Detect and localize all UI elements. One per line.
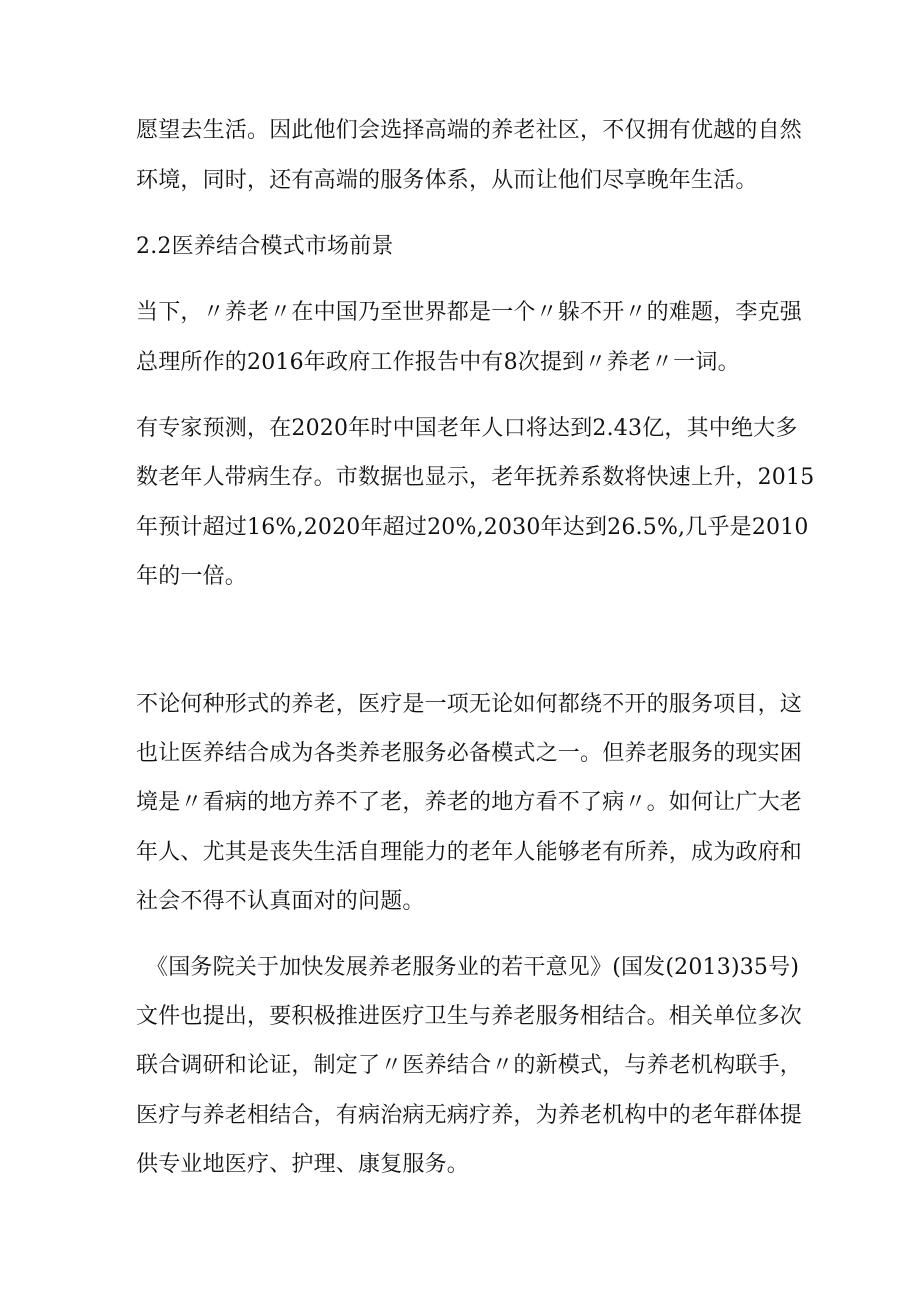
paragraph-3-line-3: 年预计超过16%,2020年超过20%,2030年达到26.5%,几乎是2010 [136, 515, 809, 540]
section-heading: 2.2医养结合模式市场前景 [136, 234, 394, 259]
paragraph-5-line-5: 供专业地医疗、护理、康复服务。 [136, 1152, 470, 1177]
paragraph-1-line-2: 环境，同时，还有高端的服务体系，从而让他们尽享晚年生活。 [136, 168, 758, 193]
paragraph-1-line-1: 愿望去生活。因此他们会选择高端的养老社区，不仅拥有优越的自然 [136, 118, 803, 143]
paragraph-3-line-1: 有专家预测，在2020年时中国老年人口将达到2.43亿，其中绝大多 [136, 416, 798, 441]
paragraph-4-line-4: 年人、尤其是丧失生活自理能力的老年人能够老有所养，成为政府和 [136, 840, 803, 865]
paragraph-5-line-3: 联合调研和论证，制定了〃医养结合〃的新模式，与养老机构联手， [136, 1053, 803, 1078]
paragraph-3-line-4: 年的一倍。 [136, 564, 248, 589]
paragraph-4-line-3: 境是〃看病的地方养不了老，养老的地方看不了病〃。如何让广大老 [136, 790, 803, 815]
paragraph-4-line-1: 不论何种形式的养老，医疗是一项无论如何都绕不开的服务项目，这 [136, 692, 803, 717]
paragraph-2-line-1: 当下，〃养老〃在中国乃至世界都是一个〃躲不开〃的难题，李克强 [136, 300, 803, 325]
paragraph-5-line-4: 医疗与养老相结合，有病治病无病疗养，为养老机构中的老年群体提 [136, 1103, 803, 1128]
paragraph-3-line-2: 数老年人带病生存。市数据也显示，老年抚养系数将快速上升，2015 [136, 465, 815, 490]
paragraph-5-line-1: 《国务院关于加快发展养老服务业的若干意见》(国发(2013)35号) [146, 955, 800, 980]
paragraph-2-line-2: 总理所作的2016年政府工作报告中有8次提到〃养老〃一词。 [136, 350, 740, 375]
paragraph-4-line-2: 也让医养结合成为各类养老服务必备模式之一。但养老服务的现实困 [136, 741, 803, 766]
paragraph-4-line-5: 社会不得不认真面对的问题。 [136, 889, 425, 914]
paragraph-5-line-2: 文件也提出，要积极推进医疗卫生与养老服务相结合。相关单位多次 [136, 1004, 803, 1029]
